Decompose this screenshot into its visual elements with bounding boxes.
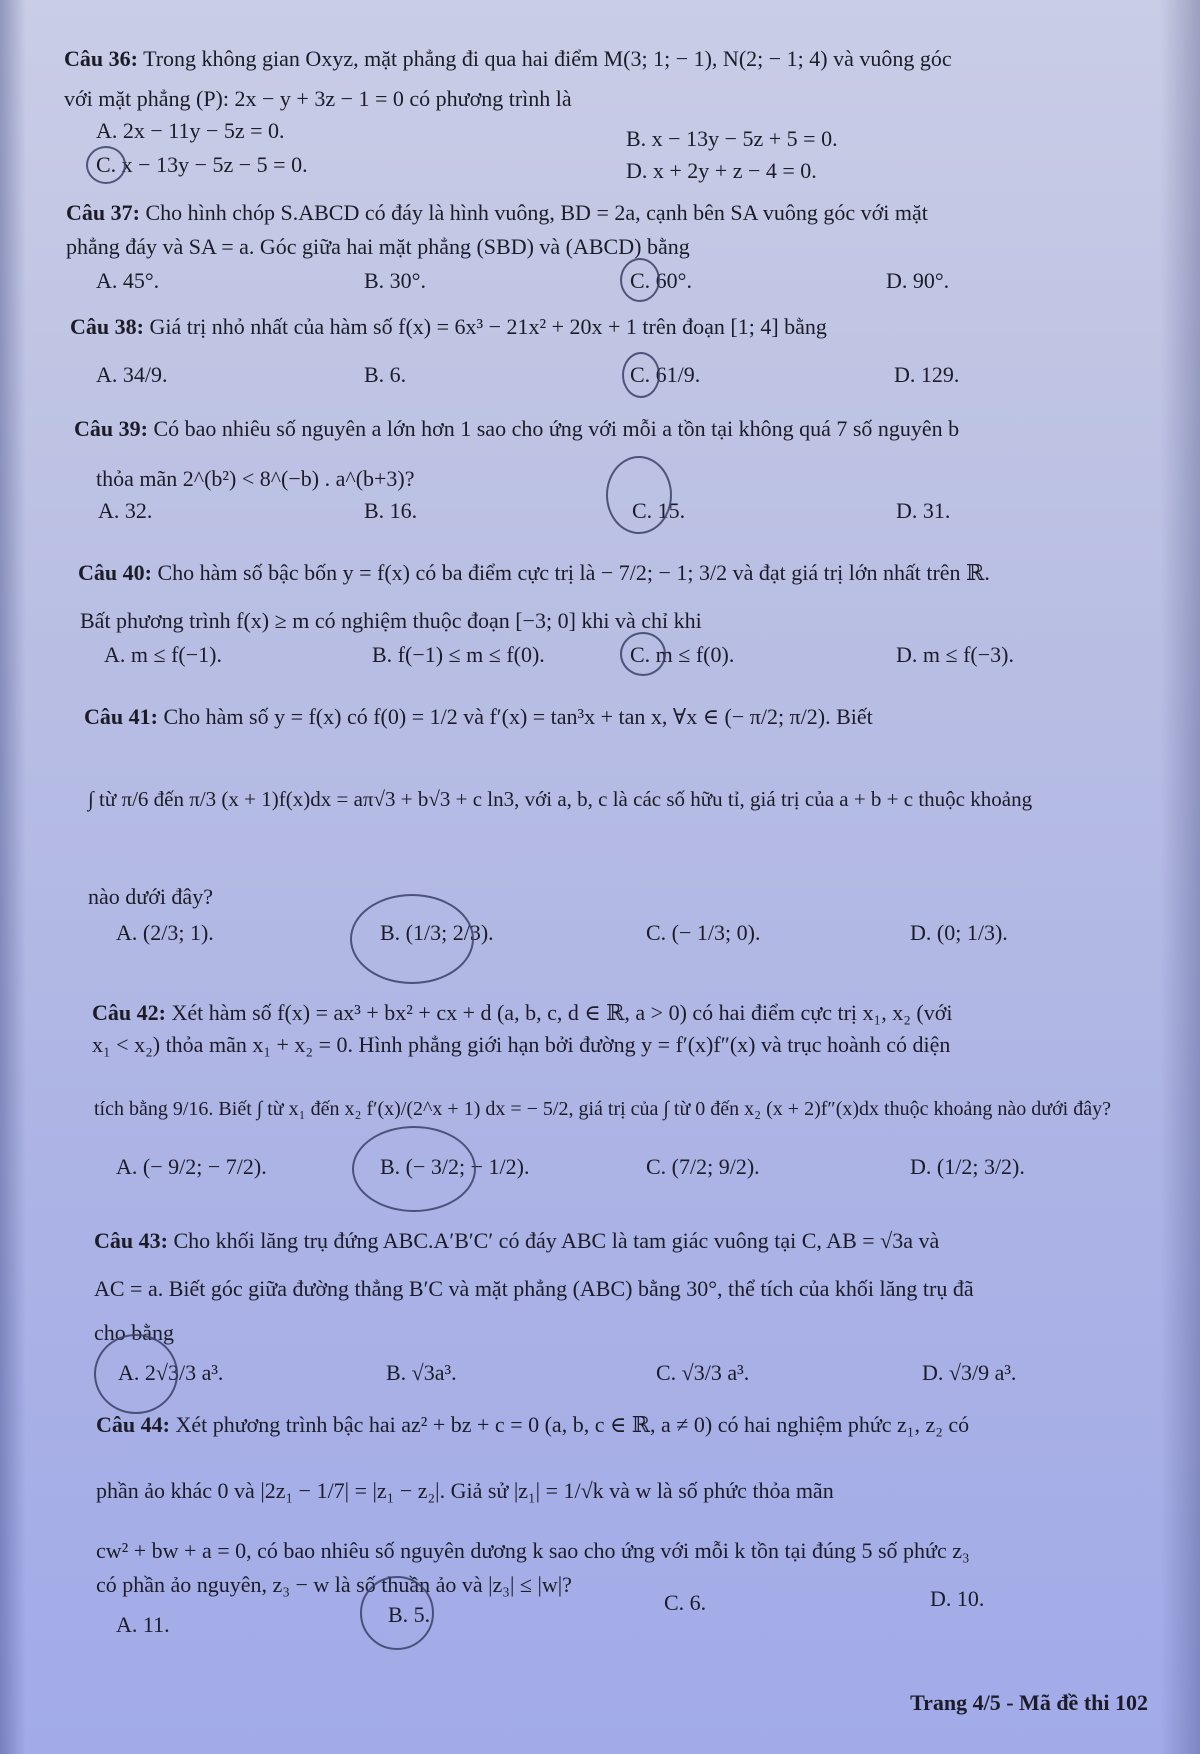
q38-option-a: A. 34/9. <box>96 362 168 387</box>
q39-option-a: A. 32. <box>98 498 153 523</box>
q40-stem: Câu 40: Cho hàm số bậc bốn y = f(x) có ba điểm cực trị là − 7/2; − 1; 3/2 và đạt giá trị lớn nhất trên ℝ. <box>78 560 990 585</box>
q38-option-d: D. 129. <box>894 362 960 387</box>
q41-number: Câu 41: <box>84 704 158 729</box>
q40-answer-mark <box>620 632 666 676</box>
q42-stem-2: x₁ < x₂) thỏa mãn x₁ + x₂ = 0. Hình phẳng giới hạn bởi đường y = f′(x)f″(x) và trục hoành có diện <box>92 1032 951 1057</box>
q37-option-d: D. 90°. <box>886 268 950 293</box>
q37-option-c: C. 60°. <box>630 268 692 293</box>
q43-stem: Câu 43: Cho khối lăng trụ đứng ABC.A′B′C′ có đáy ABC là tam giác vuông tại C, AB = √3a và <box>94 1228 940 1253</box>
q36-stem-2: với mặt phẳng (P): 2x − y + 3z − 1 = 0 có phương trình là <box>64 86 572 111</box>
q44-option-c: C. 6. <box>664 1590 707 1615</box>
q36-answer-mark <box>86 146 126 184</box>
q41-option-a: A. (2/3; 1). <box>116 920 214 945</box>
q42-option-a: A. (− 9/2; − 7/2). <box>116 1154 267 1179</box>
q39-option-d: D. 31. <box>896 498 951 523</box>
q43-option-d: D. √3/9 a³. <box>922 1360 1017 1385</box>
q37-stem-2: phẳng đáy và SA = a. Góc giữa hai mặt phẳng (SBD) và (ABCD) bằng <box>66 234 690 259</box>
q42-option-c: C. (7/2; 9/2). <box>646 1154 760 1179</box>
q40-stem-2: Bất phương trình f(x) ≥ m có nghiệm thuộc đoạn [−3; 0] khi và chỉ khi <box>80 608 702 633</box>
q41-option-b: B. (1/3; 2/3). <box>380 920 494 945</box>
q38-option-c: C. 61/9. <box>630 362 701 387</box>
q37-answer-mark <box>620 258 660 302</box>
q43-option-c: C. √3/3 a³. <box>656 1360 750 1385</box>
q39-stem: Câu 39: Có bao nhiêu số nguyên a lớn hơn 1 sao cho ứng với mỗi a tồn tại không quá 7 số nguyên b <box>74 416 960 441</box>
q42-number: Câu 42: <box>92 1000 166 1025</box>
q39-number: Câu 39: <box>74 416 148 441</box>
q44-stem: Câu 44: Xét phương trình bậc hai az² + bz + c = 0 (a, b, c ∈ ℝ, a ≠ 0) có hai nghiệm phức z₁, z₂ có <box>96 1412 970 1437</box>
q42-option-d: D. (1/2; 3/2). <box>910 1154 1025 1179</box>
q44-number: Câu 44: <box>96 1412 170 1437</box>
q38-number: Câu 38: <box>70 314 144 339</box>
q43-number: Câu 43: <box>94 1228 168 1253</box>
q44-option-a: A. 11. <box>116 1612 170 1637</box>
q38-option-b: B. 6. <box>364 362 407 387</box>
q36-option-c: C. x − 13y − 5z − 5 = 0. <box>96 152 308 177</box>
page-footer: Trang 4/5 - Mã đề thi 102 <box>910 1690 1148 1715</box>
q40-option-b: B. f(−1) ≤ m ≤ f(0). <box>372 642 545 667</box>
q36-option-a: A. 2x − 11y − 5z = 0. <box>96 118 285 143</box>
q39-option-c: C. 15. <box>632 498 686 523</box>
q41-option-c: C. (− 1/3; 0). <box>646 920 761 945</box>
q40-option-c: C. m ≤ f(0). <box>630 642 735 667</box>
q41-answer-mark <box>350 894 474 984</box>
q43-stem-3: cho bằng <box>94 1320 175 1345</box>
q44-answer-mark <box>360 1576 434 1650</box>
q44-stem-3: cw² + bw + a = 0, có bao nhiêu số nguyên dương k sao cho ứng với mỗi k tồn tại đúng 5 số phức z₃ <box>96 1538 970 1563</box>
q36-number: Câu 36: <box>64 46 138 71</box>
q38-stem: Câu 38: Giá trị nhỏ nhất của hàm số f(x) = 6x³ − 21x² + 20x + 1 trên đoạn [1; 4] bằng <box>70 314 827 339</box>
q37-number: Câu 37: <box>66 200 140 225</box>
q43-stem-2: AC = a. Biết góc giữa đường thẳng B′C và mặt phẳng (ABC) bằng 30°, thể tích của khối lăng trụ đã <box>94 1276 974 1301</box>
q42-stem-3: tích bằng 9/16. Biết ∫ từ x₁ đến x₂ f′(x)/(2^x + 1) dx = − 5/2, giá trị của ∫ từ 0 đến x₂ (x + 2)f″(x)dx thuộc khoảng nào dưới đây? <box>94 1098 1111 1120</box>
q43-option-b: B. √3a³. <box>386 1360 457 1385</box>
q41-option-d: D. (0; 1/3). <box>910 920 1008 945</box>
q42-answer-mark <box>352 1126 476 1212</box>
q44-option-d: D. 10. <box>930 1586 985 1611</box>
q43-option-a: A. 2√3/3 a³. <box>118 1360 224 1385</box>
q43-answer-mark <box>94 1334 178 1414</box>
q37-stem: Câu 37: Cho hình chóp S.ABCD có đáy là hình vuông, BD = 2a, cạnh bên SA vuông góc với mặt <box>66 200 928 225</box>
q38-answer-mark <box>622 352 660 398</box>
q40-number: Câu 40: <box>78 560 152 585</box>
q36-option-d: D. x + 2y + z − 4 = 0. <box>626 158 817 183</box>
q39-stem-2: thỏa mãn 2^(b²) < 8^(−b) . a^(b+3)? <box>96 466 415 491</box>
q42-stem: Câu 42: Xét hàm số f(x) = ax³ + bx² + cx + d (a, b, c, d ∈ ℝ, a > 0) có hai điểm cực trị x₁, x₂ (với <box>92 1000 953 1025</box>
q40-option-d: D. m ≤ f(−3). <box>896 642 1014 667</box>
paper-right-shadow <box>1160 0 1200 1754</box>
q41-stem: Câu 41: Cho hàm số y = f(x) có f(0) = 1/2 và f′(x) = tan³x + tan x, ∀x ∈ (− π/2; π/2). Biết <box>84 704 873 729</box>
q40-option-a: A. m ≤ f(−1). <box>104 642 222 667</box>
q39-answer-mark <box>606 456 672 534</box>
q42-option-b: B. (− 3/2; − 1/2). <box>380 1154 530 1179</box>
q36-option-b: B. x − 13y − 5z + 5 = 0. <box>626 126 838 151</box>
paper-edge-shadow <box>0 0 26 1754</box>
q36-stem: Câu 36: Trong không gian Oxyz, mặt phẳng đi qua hai điểm M(3; 1; − 1), N(2; − 1; 4) và vuông góc <box>64 46 952 71</box>
q37-option-a: A. 45°. <box>96 268 160 293</box>
q41-stem-2: ∫ từ π/6 đến π/3 (x + 1)f(x)dx = aπ√3 + b√3 + c ln3, với a, b, c là các số hữu tỉ, giá trị của a + b + c thuộc khoảng <box>88 787 1033 811</box>
q39-option-b: B. 16. <box>364 498 418 523</box>
q37-option-b: B. 30°. <box>364 268 426 293</box>
q44-stem-4: có phần ảo nguyên, z₃ − w là số thuần ảo và |z₃| ≤ |w|? <box>96 1572 572 1597</box>
q41-stem-3: nào dưới đây? <box>88 884 213 909</box>
q44-option-b: B. 5. <box>388 1602 431 1627</box>
q44-stem-2: phần ảo khác 0 và |2z₁ − 1/7| = |z₁ − z₂|. Giả sử |z₁| = 1/√k và w là số phức thỏa mãn <box>96 1478 834 1503</box>
